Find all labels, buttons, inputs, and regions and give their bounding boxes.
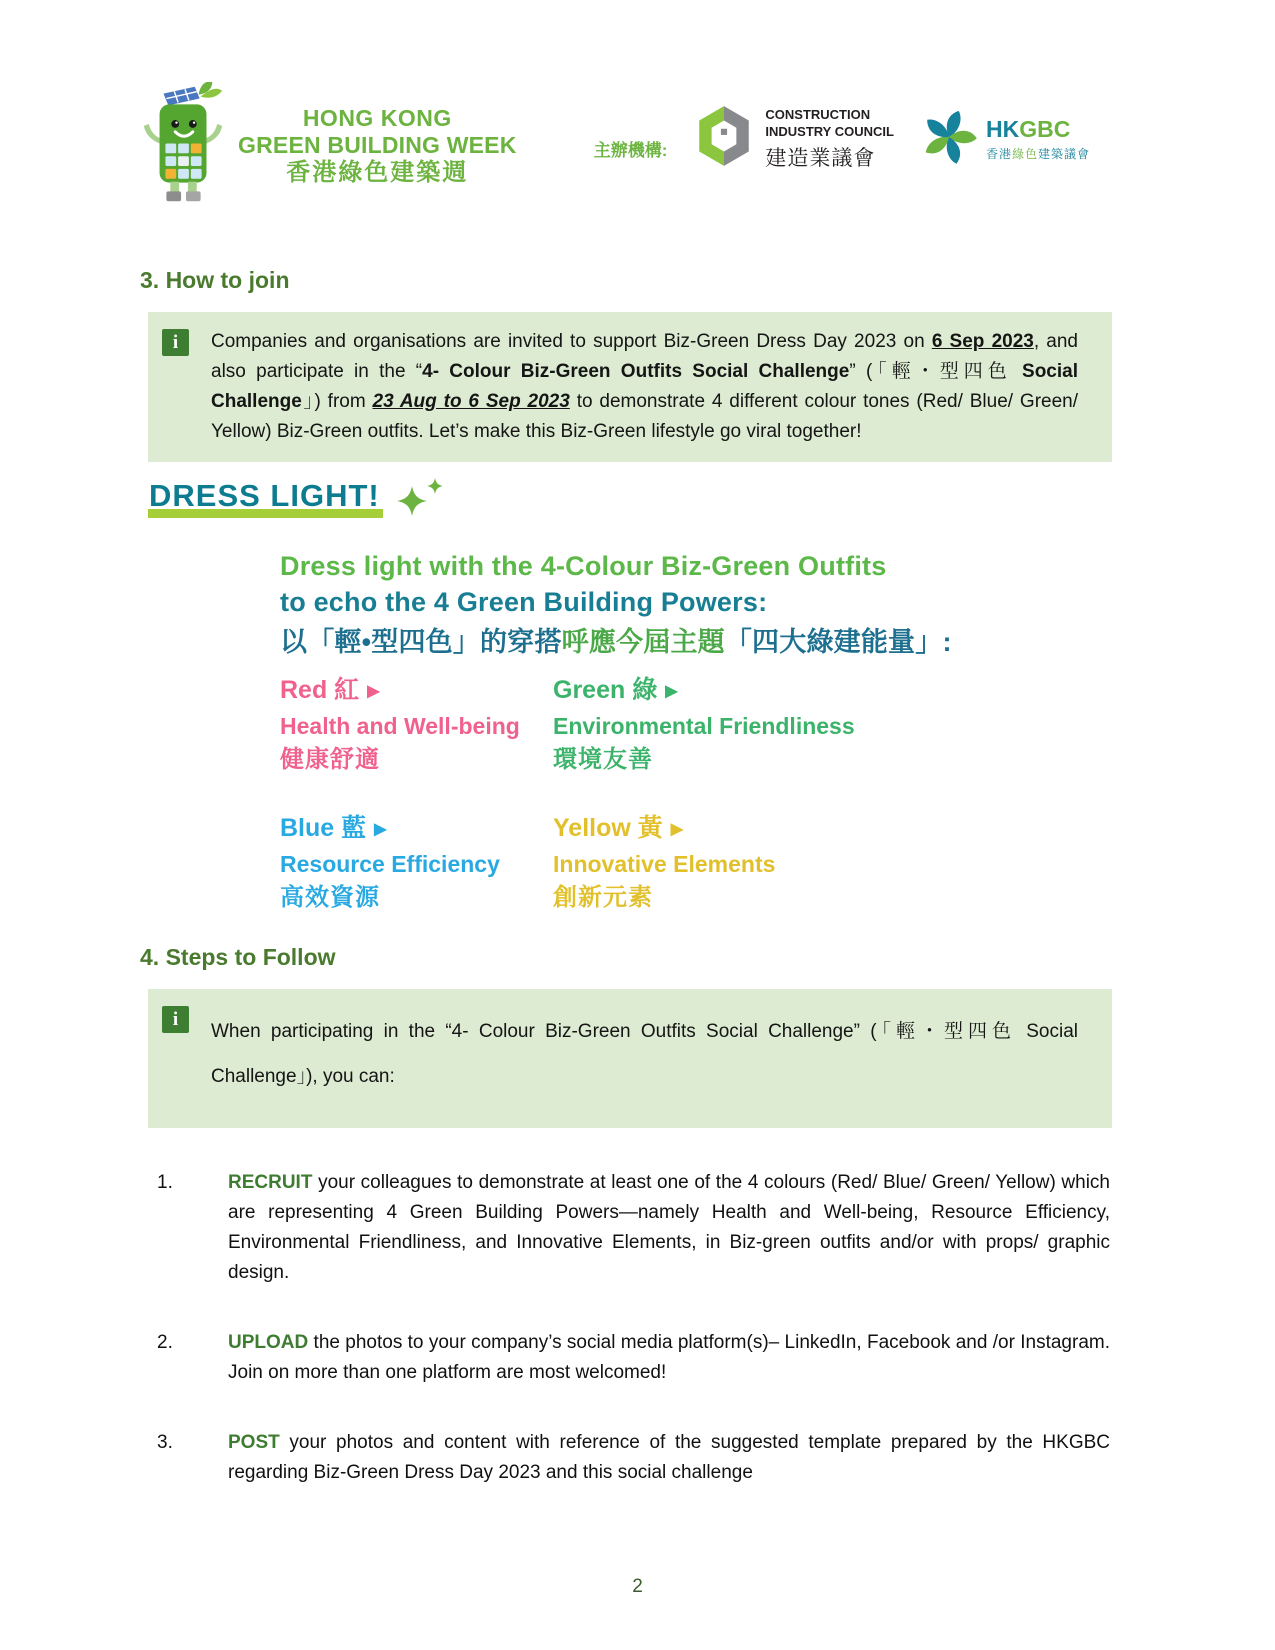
hkgbc-acronym-hk: HK (985, 115, 1020, 142)
step-item-3 (157, 1428, 1110, 1488)
paragraph-segment: to demonstrate 4 different colour tones (Red/ Blue/ Green/ Yellow) Biz-Green outfits. Let’s make this Biz-Green lifestyle go viral together! (211, 391, 1078, 442)
cic-name-line2: INDUSTRY COUNCIL (765, 123, 894, 139)
graphic-headline-line1: Dress light with the 4-Colour Biz-Green Outfits (280, 551, 887, 581)
graphic-headline-line2: to echo the 4 Green Building Powers: (280, 587, 768, 617)
cic-name-line1: CONSTRUCTION (765, 107, 871, 123)
hkgbw-wordmark (238, 105, 517, 188)
step-description: the photos to your company’s social media platform(s)– LinkedIn, Facebook and /or Instagram. Join on more than one platform are most welcomed! (228, 1332, 1110, 1383)
hkgbw-wordmark-line2: GREEN BUILDING WEEK (238, 132, 517, 159)
section-4-heading: 4. Steps to Follow (140, 944, 336, 970)
hkgbc-zh-1: 香港 (985, 147, 1012, 162)
dress-light-heading-row (148, 478, 1275, 522)
header (0, 0, 1275, 211)
paragraph-segment: 」) from (301, 391, 373, 412)
headline-zh-c: 「四大綠建能量」: (724, 627, 952, 657)
hkgbc-zh-2: 綠色 (1011, 147, 1038, 162)
colour-entry-red (280, 674, 553, 776)
hkgbc-acronym (986, 117, 1090, 142)
hkgbw-wordmark-line3: 香港綠色建築週 (286, 159, 469, 187)
colour-arrow-icon: ▶ (367, 683, 380, 700)
hkgbc-logo-icon (920, 108, 978, 171)
challenge-period: 23 Aug to 6 Sep 2023 (372, 391, 570, 412)
section-3-heading: 3. How to join (140, 267, 290, 293)
info-icon: i (162, 1006, 189, 1033)
colour-arrow-icon: ▶ (665, 683, 678, 700)
step-number: 3. (157, 1432, 173, 1453)
hkgbc-logo (920, 108, 1090, 175)
paragraph-segment: , and also participate in the “ (211, 331, 1078, 382)
colour-arrow-icon: ▶ (670, 821, 684, 838)
hkgbc-zh-3: 建築議會 (1037, 147, 1090, 162)
colour-name-text: Blue 藍 (280, 814, 367, 842)
step-description: your photos and content with reference of the suggested template prepared by the HKGBC regarding Biz-Green Dress Day 2023 and this social challenge (228, 1432, 1110, 1483)
steps-intro-paragraph: When participating in the “4- Colour Biz-Green Outfits Social Challenge” (「輕・型四色 Social Challenge」), you can: (211, 1021, 1078, 1087)
step-number: 1. (157, 1172, 173, 1193)
colour-power-chinese: 高效資源 (280, 884, 380, 911)
sparkle-icon (397, 478, 451, 522)
cic-logo (693, 104, 894, 175)
hkgbc-name-chinese (986, 145, 1090, 162)
info-icon: i (162, 329, 189, 356)
dress-light-title: DRESS LIGHT! (148, 478, 383, 518)
colour-arrow-icon: ▶ (374, 821, 387, 838)
dress-day-date: 6 Sep 2023 (931, 331, 1034, 352)
colour-entry-yellow (553, 812, 1275, 914)
paragraph-segment: Companies and organisations are invited to support Biz-Green Dress Day 2023 on (211, 331, 932, 352)
colour-name (553, 812, 1275, 848)
organiser-label: 主辦機構: (593, 141, 668, 160)
colour-name-text: Green 綠 (553, 676, 658, 704)
cic-name-chinese: 建造業議會 (765, 146, 876, 170)
four-colour-graphic (280, 548, 1275, 914)
how-to-join-info-box (148, 312, 1112, 462)
organisers-block (594, 82, 1090, 175)
page-number: 2 (632, 1576, 643, 1597)
cic-logo-text (765, 107, 894, 172)
colour-power-english: Resource Efficiency (280, 851, 500, 877)
graphic-headline-chinese (280, 624, 1275, 660)
colour-entry-green (553, 674, 1275, 776)
colour-entry-blue (280, 812, 553, 914)
green-building-mascot-icon (140, 82, 228, 211)
step-item-1 (157, 1168, 1110, 1288)
step-number: 2. (157, 1332, 173, 1353)
colour-name (280, 812, 553, 848)
colour-name (280, 674, 553, 710)
step-keyword: RECRUIT (228, 1172, 313, 1193)
cic-logo-icon (693, 104, 755, 175)
colour-name (553, 674, 1275, 710)
colour-grid (280, 674, 1275, 914)
colour-power-english: Health and Well-being (280, 713, 520, 739)
colour-power-chinese: 健康舒適 (280, 746, 380, 773)
colour-power-chinese: 創新元素 (553, 884, 653, 911)
colour-power-english: Environmental Friendliness (553, 713, 855, 739)
hkgbc-logo-text (986, 117, 1090, 162)
hkgbw-logo (140, 82, 517, 211)
hkgbc-acronym-gbc: GBC (1019, 115, 1071, 142)
colour-name-text: Red 紅 (280, 676, 360, 704)
colour-name-text: Yellow 黃 (553, 814, 663, 842)
step-text (228, 1428, 1110, 1488)
colour-power-english: Innovative Elements (553, 851, 776, 877)
hkgbw-wordmark-line1: HONG KONG (302, 105, 452, 132)
steps-info-box (148, 989, 1112, 1128)
step-keyword: POST (228, 1432, 280, 1453)
paragraph-segment: ” (「輕・型四色 (849, 361, 1023, 382)
step-keyword: UPLOAD (228, 1332, 309, 1353)
step-text (228, 1328, 1110, 1388)
step-text (228, 1168, 1110, 1288)
challenge-name: 4- Colour Biz-Green Outfits Social Challenge (422, 361, 850, 382)
headline-zh-a: 以「輕•型四色」的穿搭 (280, 627, 562, 657)
steps-list (157, 1168, 1110, 1488)
step-description: your colleagues to demonstrate at least one of the 4 colours (Red/ Blue/ Green/ Yellow) which are representing 4 Green Building Powers—namely Health and Well-being, Resource Efficiency, Environmental Friendliness, and Innovative Elements, in Biz-green outfits and/or with props/ graphic design. (228, 1172, 1110, 1283)
colour-power-chinese: 環境友善 (553, 746, 653, 773)
step-item-2 (157, 1328, 1110, 1388)
how-to-join-paragraph (211, 327, 1078, 447)
headline-zh-b: 呼應今屆主題 (561, 627, 725, 657)
challenge-name-short: Social Challenge (211, 361, 1078, 412)
